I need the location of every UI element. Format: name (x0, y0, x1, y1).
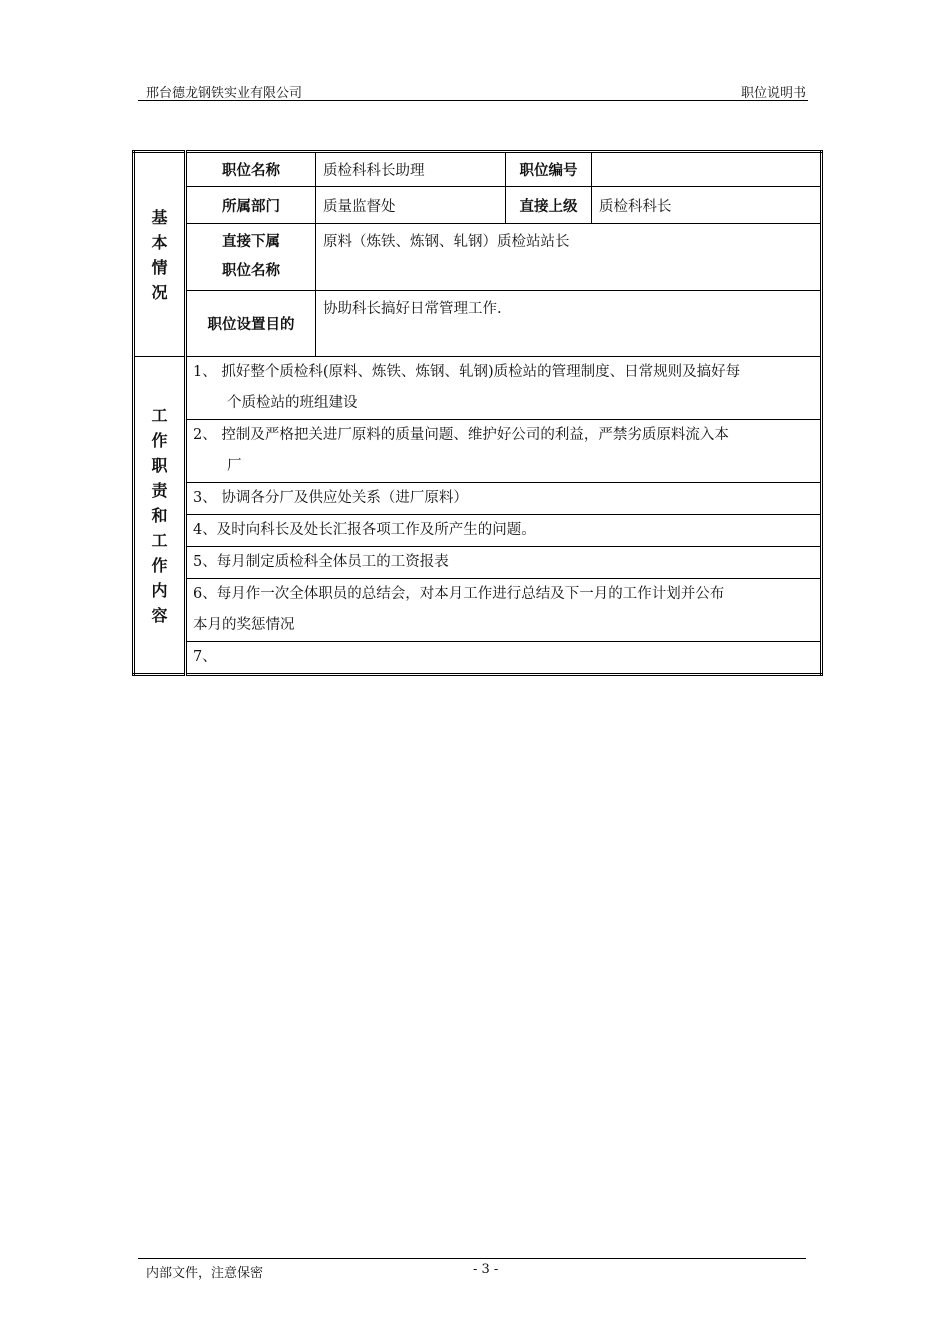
duty-item-7: 7、 (186, 642, 822, 675)
page-footer (138, 1258, 806, 1281)
subordinate-label: 直接下属 职位名称 (186, 224, 316, 291)
department-value: 质量监督处 (316, 187, 506, 224)
purpose-label: 职位设置目的 (186, 291, 316, 357)
company-name: 邢台德龙钢铁实业有限公司 (146, 86, 303, 101)
duty-item-2: 2、 控制及严格把关进厂原料的质量问题、维护好公司的利益，严禁劣质原料流入本 厂 (186, 420, 822, 483)
basic-info-section-label: 基 本 情 况 (134, 152, 186, 357)
position-no-label: 职位编号 (506, 152, 592, 187)
department-label: 所属部门 (186, 187, 316, 224)
purpose-value: 协助科长搞好日常管理工作. (316, 291, 822, 357)
job-description-table (132, 150, 823, 676)
position-no-value (592, 152, 822, 187)
page-number: - 3 - (473, 1262, 499, 1277)
duty-item-4: 4、及时向科长及处长汇报各项工作及所产生的问题。 (186, 515, 822, 547)
duties-section-label: 工 作 职 责 和 工 作 内 容 (134, 357, 186, 675)
duty-item-3: 3、 协调各分厂及供应处关系（进厂原料） (186, 483, 822, 515)
superior-value: 质检科科长 (592, 187, 822, 224)
position-name-label: 职位名称 (186, 152, 316, 187)
document-type: 职位说明书 (740, 86, 806, 101)
confidential-note: 内部文件，注意保密 (146, 1266, 264, 1281)
duty-item-5: 5、每月制定质检科全体员工的工资报表 (186, 547, 822, 579)
duty-item-1: 1、 抓好整个质检科(原料、炼铁、炼钢、轧钢)质检站的管理制度、日常规则及搞好每 个质检站的班组建设 (186, 357, 822, 420)
position-name-value: 质检科科长助理 (316, 152, 506, 187)
page-header (138, 80, 808, 101)
subordinate-value: 原料（炼铁、炼钢、轧钢）质检站站长 (316, 224, 822, 291)
duty-item-6: 6、每月作一次全体职员的总结会，对本月工作进行总结及下一月的工作计划并公布 本月的奖惩情况 (186, 579, 822, 642)
superior-label: 直接上级 (506, 187, 592, 224)
